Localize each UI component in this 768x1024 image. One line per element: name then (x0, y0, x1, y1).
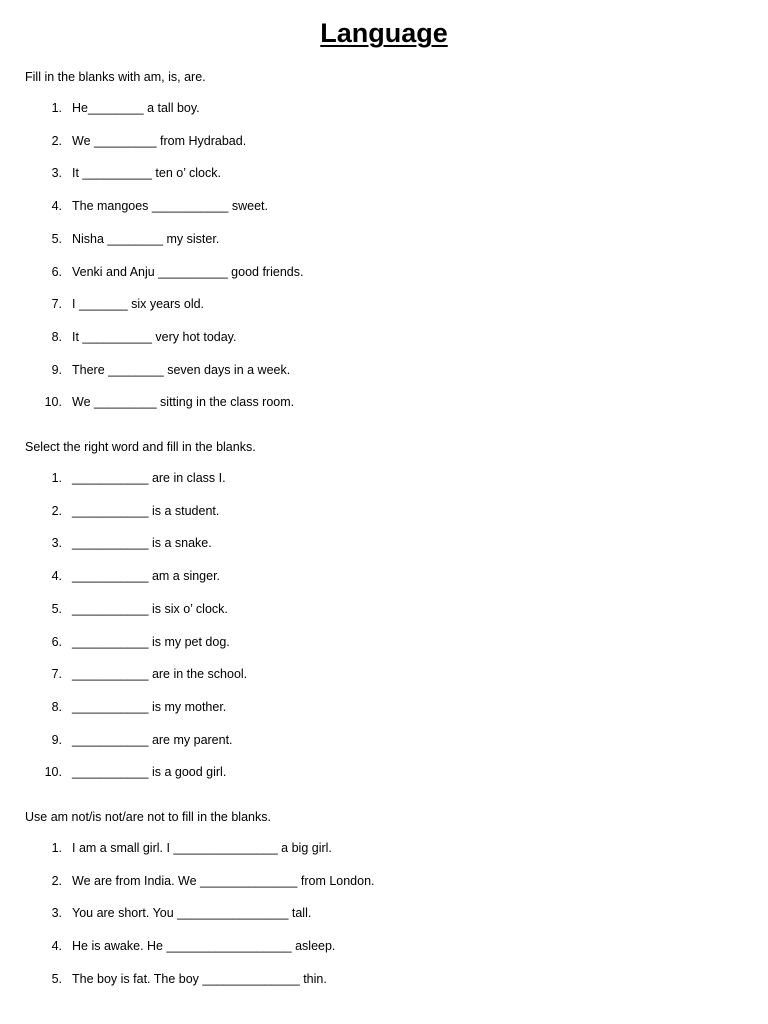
item-sentence: We _________ from Hydrabad. (72, 133, 247, 148)
item-number: 4. (51, 569, 62, 584)
item-sentence: I _______ six years old. (72, 297, 205, 312)
item-sentence: The mangoes ___________ sweet. (72, 199, 268, 214)
item-sentence: ___________ is a good girl. (72, 765, 227, 780)
item-number: 3. (51, 536, 62, 551)
item-number: 2. (51, 873, 62, 888)
item-sentence: He is awake. He __________________ asleep. (72, 939, 336, 954)
item-sentence: ___________ are in the school. (72, 667, 248, 682)
section-instruction: Select the right word and fill in the blanks. (25, 440, 256, 454)
item-number: 10. (44, 395, 62, 410)
item-number: 5. (51, 601, 62, 616)
item-number: 3. (51, 906, 62, 921)
item-sentence: ___________ is my pet dog. (72, 634, 230, 649)
item-number: 2. (51, 503, 62, 518)
item-number: 2. (51, 133, 62, 148)
item-number: 6. (51, 634, 62, 649)
item-sentence: Nisha ________ my sister. (72, 231, 220, 246)
item-sentence: ___________ is a snake. (72, 536, 212, 551)
item-number: 1. (51, 841, 62, 855)
item-number: 9. (51, 732, 62, 747)
item-sentence: The boy is fat. The boy ______________ thin. (72, 971, 327, 986)
item-number: 1. (51, 101, 62, 115)
item-sentence: ___________ is six o’ clock. (72, 601, 228, 616)
item-sentence: There ________ seven days in a week. (72, 362, 291, 377)
page-title: Language (320, 18, 448, 48)
item-sentence: It __________ ten o’ clock. (72, 166, 221, 181)
item-number: 5. (51, 231, 62, 246)
item-number: 7. (51, 667, 62, 682)
item-number: 10. (44, 765, 62, 780)
item-sentence: ___________ are my parent. (72, 732, 233, 747)
item-number: 1. (51, 471, 62, 485)
section-instruction: Fill in the blanks with am, is, are. (25, 70, 206, 84)
item-number: 7. (51, 297, 62, 312)
item-sentence: ___________ are in class I. (72, 471, 226, 485)
item-number: 8. (51, 699, 62, 714)
item-number: 8. (51, 329, 62, 344)
item-sentence: Venki and Anju __________ good friends. (72, 264, 304, 279)
item-sentence: I am a small girl. I _______________ a big girl. (72, 841, 332, 855)
item-number: 5. (51, 971, 62, 986)
item-sentence: ___________ am a singer. (72, 569, 221, 584)
item-number: 4. (51, 939, 62, 954)
item-number: 6. (51, 264, 62, 279)
item-sentence: ___________ is my mother. (72, 699, 227, 714)
item-number: 3. (51, 166, 62, 181)
item-sentence: We are from India. We ______________ from London. (72, 873, 375, 888)
item-sentence: You are short. You ________________ tall. (72, 906, 312, 921)
item-sentence: We _________ sitting in the class room. (72, 395, 295, 410)
item-sentence: He________ a tall boy. (72, 101, 200, 115)
item-sentence: It __________ very hot today. (72, 329, 237, 344)
item-sentence: ___________ is a student. (72, 503, 220, 518)
item-number: 9. (51, 362, 62, 377)
item-number: 4. (51, 199, 62, 214)
section-instruction: Use am not/is not/are not to fill in the blanks. (25, 810, 271, 824)
